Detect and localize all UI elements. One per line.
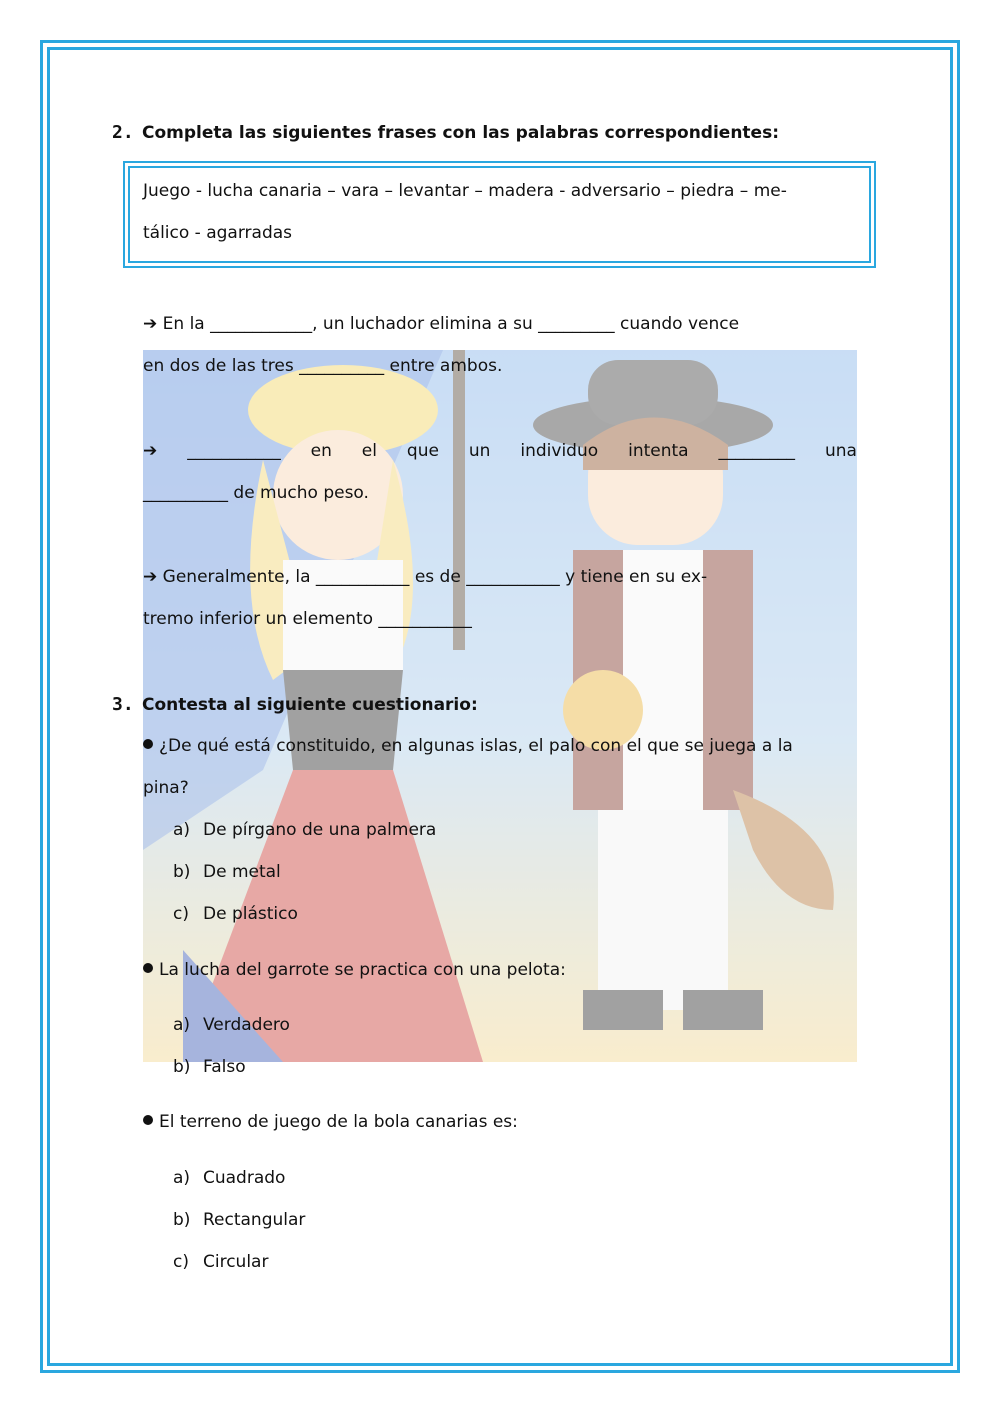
word-bank: [143, 170, 857, 254]
sentence-2-word: intenta: [628, 441, 689, 461]
question-1-option-a[interactable]: [173, 820, 436, 840]
word-bank-line-1: Juego - lucha canaria – vara – levantar – madera - adversario – piedra – me-: [143, 181, 787, 201]
sentence-2-word: un: [468, 441, 491, 461]
sentence-2-word: ___________: [187, 441, 281, 461]
section-2-heading: [112, 122, 779, 143]
sentence-3-content: Generalmente, la ___________ es de ___________ y tiene en su ex-: [162, 567, 708, 587]
sentence-1-line-1: [143, 314, 857, 334]
question-1-line-1: [143, 736, 857, 756]
option-letter: a): [173, 1015, 191, 1035]
option-text: Cuadrado: [203, 1168, 286, 1188]
sentence-1-line-2: en dos de las tres __________ entre ambos.: [143, 356, 503, 376]
option-text: Verdadero: [203, 1015, 290, 1035]
section-2-title: Completa las siguientes frases con las palabras correspondientes:: [142, 123, 779, 143]
arrow-icon: ➔: [143, 441, 158, 461]
question-2: [143, 960, 566, 980]
question-3-option-c[interactable]: [173, 1252, 268, 1272]
question-2-option-a[interactable]: [173, 1015, 290, 1035]
sentence-1-content: En la ____________, un luchador elimina a su _________ cuando vence: [162, 314, 740, 334]
bullet-icon: [143, 963, 153, 973]
option-letter: b): [173, 1210, 191, 1230]
question-2-text: La lucha del garrote se practica con una pelota:: [159, 960, 566, 980]
sentence-3-line-2: tremo inferior un elemento ___________: [143, 609, 472, 629]
sentence-2-word: _________: [718, 441, 796, 461]
sentence-2-word: una: [824, 441, 857, 461]
question-3-option-a[interactable]: [173, 1168, 285, 1188]
question-3-text: El terreno de juego de la bola canarias es:: [159, 1112, 518, 1132]
option-text: De pírgano de una palmera: [203, 820, 437, 840]
question-2-option-b[interactable]: [173, 1057, 246, 1077]
question-1-text: ¿De qué está constituido, en algunas islas, el palo con el que se juega a la: [159, 736, 793, 756]
option-letter: a): [173, 1168, 191, 1188]
sentence-2-line-1: [143, 441, 857, 461]
option-text: Falso: [203, 1057, 246, 1077]
question-1-line-2: pina?: [143, 778, 189, 798]
option-letter: b): [173, 862, 191, 882]
section-3-number: 3.: [112, 694, 134, 715]
sentence-2-word: que: [406, 441, 439, 461]
sentence-2-word: el: [361, 441, 377, 461]
option-text: De metal: [203, 862, 281, 882]
question-3-option-b[interactable]: [173, 1210, 305, 1230]
option-letter: c): [173, 904, 189, 924]
sentence-2-line-2: __________ de mucho peso.: [143, 483, 369, 503]
option-text: Rectangular: [203, 1210, 306, 1230]
option-text: De plástico: [203, 904, 298, 924]
sentence-2-word: individuo: [520, 441, 599, 461]
sentence-2-word: en: [310, 441, 332, 461]
question-1-option-c[interactable]: [173, 904, 298, 924]
arrow-icon: ➔: [143, 567, 158, 587]
section-2-number: 2.: [112, 122, 134, 143]
option-letter: b): [173, 1057, 191, 1077]
option-text: Circular: [203, 1252, 269, 1272]
option-letter: c): [173, 1252, 189, 1272]
option-letter: a): [173, 820, 191, 840]
section-3-heading: [112, 694, 478, 715]
bullet-icon: [143, 1115, 153, 1125]
question-1-option-b[interactable]: [173, 862, 281, 882]
section-3-title: Contesta al siguiente cuestionario:: [142, 695, 478, 715]
sentence-3-line-1: [143, 567, 857, 587]
sentence-1-text: [143, 314, 739, 334]
sentence-3-text: [143, 567, 707, 587]
bullet-icon: [143, 739, 153, 749]
question-3: [143, 1112, 518, 1132]
word-bank-line-2: tálico - agarradas: [143, 223, 293, 243]
arrow-icon: ➔: [143, 314, 158, 334]
